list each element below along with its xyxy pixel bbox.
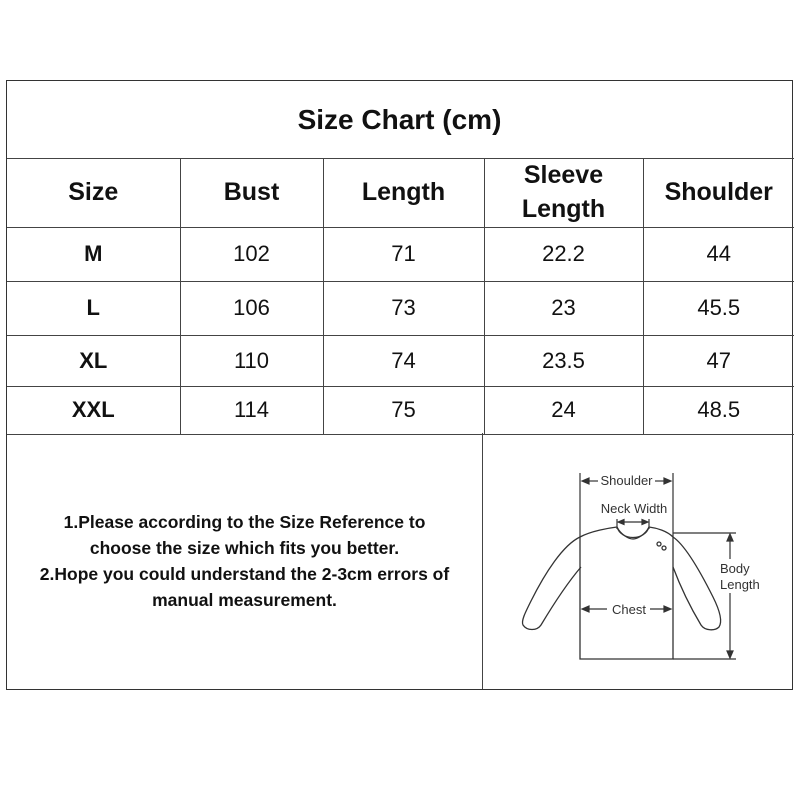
size-table bbox=[7, 158, 794, 435]
header-sleeve-length: Sleeve Length bbox=[484, 159, 643, 228]
sleeve-length-cell: 23 bbox=[484, 281, 643, 335]
table-row bbox=[7, 386, 794, 434]
header-shoulder: Shoulder bbox=[643, 159, 794, 228]
size-cell: L bbox=[7, 281, 180, 335]
info-section bbox=[7, 433, 792, 689]
note-line: choose the size which fits you better. bbox=[89, 538, 400, 558]
shirt-outline-icon bbox=[522, 527, 720, 659]
sleeve-length-cell: 22.2 bbox=[484, 227, 643, 281]
shoulder-cell: 44 bbox=[643, 227, 794, 281]
header-length: Length bbox=[323, 159, 484, 228]
length-cell: 73 bbox=[323, 281, 484, 335]
note-line: manual measurement. bbox=[152, 590, 337, 610]
shirt-diagram bbox=[483, 433, 792, 689]
table-row bbox=[7, 281, 794, 335]
bust-cell: 106 bbox=[180, 281, 323, 335]
bust-cell: 102 bbox=[180, 227, 323, 281]
note-line: 2.Hope you could understand the 2-3cm errors of bbox=[39, 564, 450, 584]
shoulder-cell: 45.5 bbox=[643, 281, 794, 335]
label-length: Length bbox=[720, 577, 760, 592]
table-header-row bbox=[7, 159, 794, 228]
table-row bbox=[7, 335, 794, 386]
header-bust: Bust bbox=[180, 159, 323, 228]
header-size: Size bbox=[7, 159, 180, 228]
label-body: Body bbox=[720, 561, 750, 576]
size-notes bbox=[7, 433, 483, 689]
measurement-diagram bbox=[483, 433, 792, 689]
label-chest: Chest bbox=[612, 602, 646, 617]
body-length-measure bbox=[673, 533, 736, 659]
neck-width-measure bbox=[617, 519, 649, 529]
length-cell: 75 bbox=[323, 386, 484, 434]
table-row bbox=[7, 227, 794, 281]
length-cell: 74 bbox=[323, 335, 484, 386]
chart-title: Size Chart (cm) bbox=[7, 81, 792, 159]
length-cell: 71 bbox=[323, 227, 484, 281]
sleeve-length-cell: 24 bbox=[484, 386, 643, 434]
size-cell: M bbox=[7, 227, 180, 281]
shoulder-cell: 48.5 bbox=[643, 386, 794, 434]
bust-cell: 110 bbox=[180, 335, 323, 386]
size-cell: XXL bbox=[7, 386, 180, 434]
label-shoulder: Shoulder bbox=[600, 473, 653, 488]
sleeve-length-cell: 23.5 bbox=[484, 335, 643, 386]
note-line: 1.Please according to the Size Reference to bbox=[63, 512, 426, 532]
size-chart bbox=[6, 80, 793, 690]
bust-cell: 114 bbox=[180, 386, 323, 434]
shoulder-cell: 47 bbox=[643, 335, 794, 386]
label-neck-width: Neck Width bbox=[600, 501, 668, 516]
size-cell: XL bbox=[7, 335, 180, 386]
